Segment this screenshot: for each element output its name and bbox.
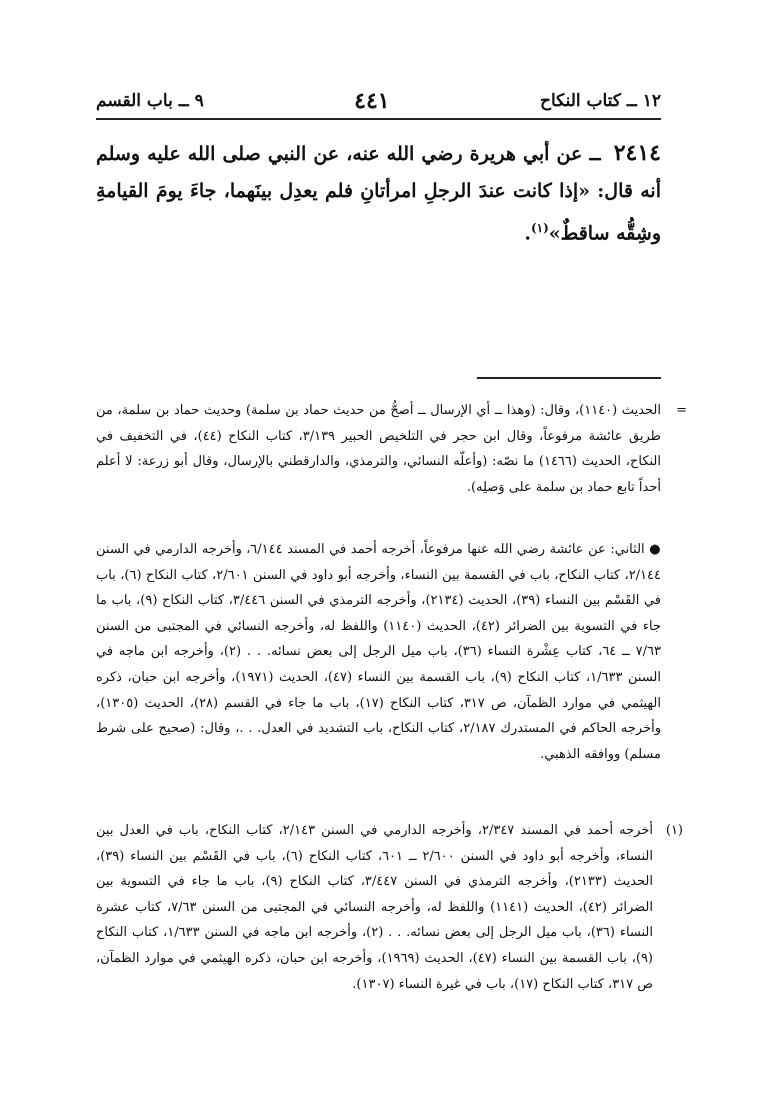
- footnote-divider: [477, 377, 661, 379]
- chapter-title: ١٢ ــ كتاب النكاح: [540, 91, 661, 111]
- continuation-marker: =: [676, 403, 687, 418]
- page-number: ٤٤١: [354, 88, 390, 114]
- footnote-1-marker: (١): [665, 823, 683, 838]
- footnote-continuation-text: الحديث (١١٤٠)، وقال: (وهذا ــ أي الإرسال ــ أصحُّ من حديث حماد بن سلمة) وحديث حماد بن سلمة، من طريق عائشة مرفوعاً، وقال ابن حجر في التلخيص الحبير ٣/١٣٩، كتاب النكاح (٤٤)، في التخفيف في النكاح، الحديث (١٤٦٦) ما نصّه: (وأعلّه النسائي، والترمذي، والدارقطني بالإرسال، وقال أبو زرعة: لا أعلم أحداً تابع حماد بن سلمة على وَصلِه).: [96, 403, 661, 495]
- footnote-reference[interactable]: (١): [530, 221, 549, 235]
- footnote-1: [96, 818, 683, 997]
- footnote-continuation: [96, 398, 687, 500]
- bullet-marker: ●: [649, 542, 662, 557]
- section-title: ٩ ــ باب القسم: [96, 91, 204, 111]
- footnote-second-narration: [96, 537, 661, 767]
- hadith-number: ٢٤١٤: [613, 140, 661, 166]
- page-header: [96, 84, 661, 120]
- footnote-1-text: أخرجه أحمد في المسند ٢/٣٤٧، وأخرجه الدارمي في السنن ٢/١٤٣، كتاب النكاح، باب في العدل بين النساء، وأخرجه أبو داود في السنن ٢/٦٠٠ ــ ٦٠١، كتاب النكاح (٦)، باب في القَسْم بين النساء (٣٩)، الحديث (٢١٣٣)، وأخرجه الترمذي في السنن ٣/٤٤٧، كتاب النكاح (٩)، باب ما جاء في التسوية بين الضرائر (٤٢)، الحديث (١١٤١) واللفظ له، وأخرجه النسائي في المجتبى من السنن ٧/٦٣، كتاب عشرة النساء (٣٦)، باب ميل الرجل إلى بعض نسائه. . . (٢)، وأخرجه ابن ماجه في السنن ١/٦٣٣، كتاب النكاح (٩)، باب القسمة بين النساء (٤٧)، الحديث (١٩٦٩)، وأخرجه ابن حبان، ذكره الهيثمي في موارد الظمآن، ص ٣١٧، كتاب النكاح (١٧)، باب في غيرة النساء (١٣٠٧).: [96, 823, 653, 992]
- hadith-text: ــ عن أبي هريرة رضي الله عنه، عن النبي صلى الله عليه وسلم أنه قال: «إذا كانت عندَ الرجلِ امرأتانِ فلم يعدِل بينَهما، جاءَ يومَ القيامةِ وشِقُّه ساقطٌ»: [96, 143, 661, 245]
- hadith-text-block: [96, 135, 661, 252]
- footnote-second-text: الثاني: عن عائشة رضي الله عنها مرفوعاً، أخرجه أحمد في المسند ٦/١٤٤، وأخرجه الدارمي في السنن ٢/١٤٤، كتاب النكاح، باب في القسمة بين النساء، وأخرجه أبو داود في السنن ٢/٦٠١، كتاب النكاح (٦)، باب في القَسْم بين النساء (٣٩)، الحديث (٢١٣٤)، وأخرجه الترمذي في السنن ٣/٤٤٦، كتاب النكاح (٩)، باب ما جاء في التسوية بين الضرائر (٤٢)، الحديث (١١٤٠) واللفظ له، وأخرجه النسائي في المجتبى من السنن ٧/٦٣ ــ ٦٤، كتاب عِشْرة النساء (٣٦)، باب ميل الرجل إلى بعض نسائه. . . (٢)، وأخرجه ابن ماجه في السنن ١/٦٣٣، كتاب النكاح (٩)، باب القسمة بين النساء (٤٧)، الحديث (١٩٧١)، وأخرجه ابن حبان، ذكره الهيثمي في موارد الظمآن، ص ٣١٧، كتاب النكاح (١٧)، باب ما جاء في القسم (٢٨)، الحديث (١٣٠٥)، وأخرجه الحاكم في المستدرك ٢/١٨٧، كتاب النكاح، باب التشديد في العدل. . .، وقال: (صحيح على شرط مسلم) ووافقه الذهبي.: [96, 542, 662, 762]
- hadith-end-mark: .: [524, 222, 531, 245]
